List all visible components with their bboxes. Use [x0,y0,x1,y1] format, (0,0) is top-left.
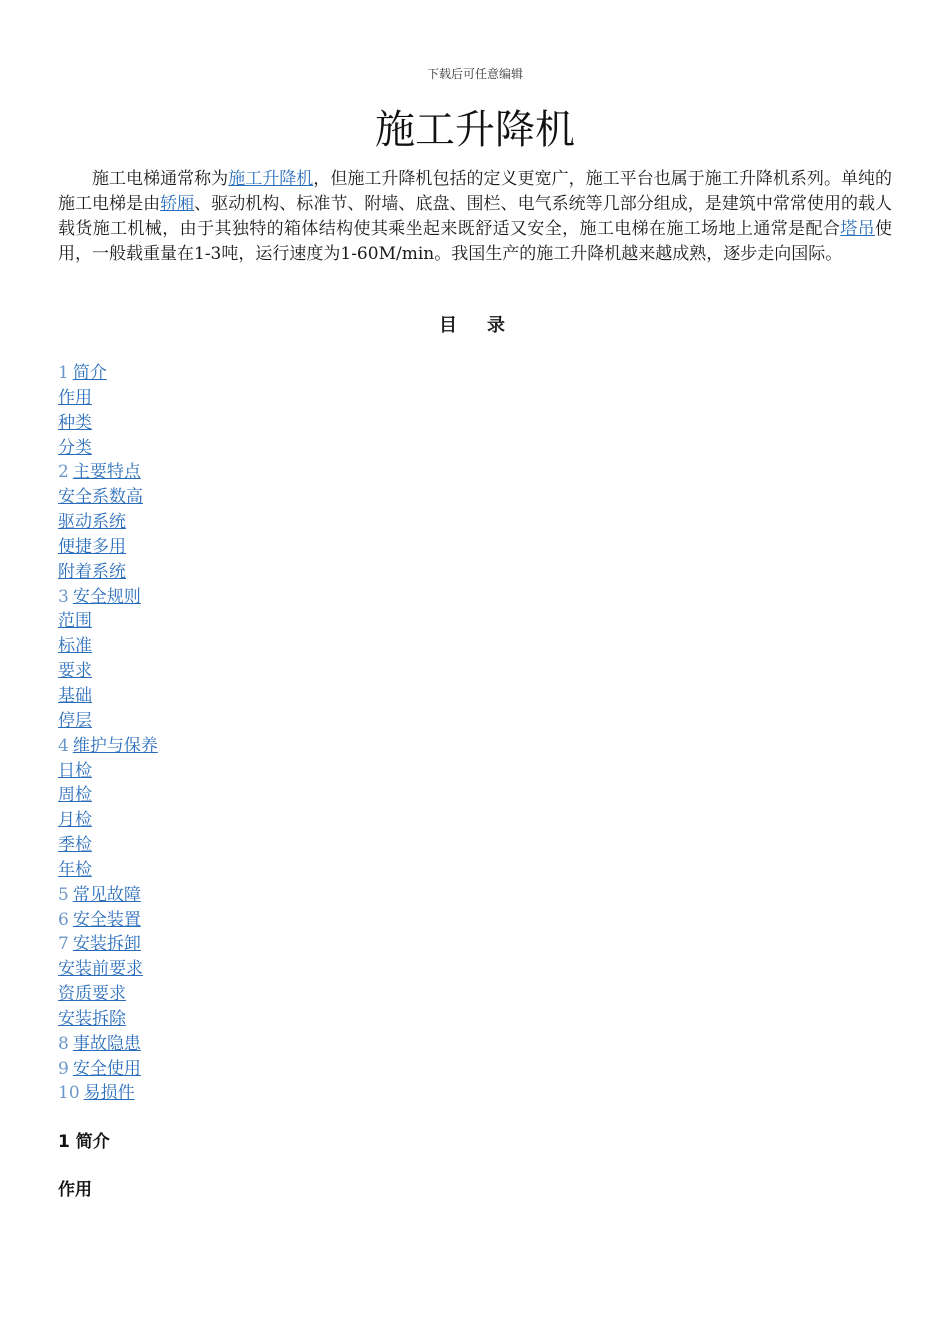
toc-link[interactable]: 安全使用 [72,1058,141,1079]
toc-link[interactable]: 安全装置 [72,909,141,930]
toc-item [58,634,158,659]
link-car-cabin[interactable]: 轿厢 [160,194,195,214]
toc-link[interactable]: 分类 [58,437,92,458]
toc-link[interactable]: 主要特点 [72,462,141,483]
toc-item [58,908,158,933]
toc-link[interactable]: 事故隐患 [72,1033,141,1054]
toc-item [58,1057,158,1082]
toc-number: 9 [58,1058,69,1079]
document-title: 施工升降机 [375,107,575,153]
toc-item [58,386,158,411]
toc-item [58,932,158,957]
header-note: 下载后可任意编辑 [426,67,523,81]
link-construction-elevator[interactable]: 施工升降机 [228,169,314,189]
toc-item [58,361,158,386]
toc-item [58,808,158,833]
subsection-heading-function: 作用 [58,1180,92,1200]
toc-item [58,436,158,461]
toc-item [58,585,158,610]
toc-link[interactable]: 种类 [58,412,92,433]
toc-link[interactable]: 常见故障 [72,884,141,905]
toc-link[interactable]: 安装拆卸 [72,934,141,955]
toc-link[interactable]: 基础 [58,685,92,706]
intro-text: 使用，一般载重量在1-3吨，运行速度为1-60M/min。我国生产的施工升降机越来越成熟，逐步走向国际。 [58,219,893,264]
toc-link[interactable]: 日检 [58,760,92,781]
toc-item [58,759,158,784]
toc-number: 4 [58,735,69,756]
toc-item [58,957,158,982]
table-of-contents [58,361,158,1106]
toc-heading: 目 录 [439,315,511,336]
toc-item [58,833,158,858]
toc-link[interactable]: 易损件 [83,1083,135,1104]
toc-link[interactable]: 安装拆除 [58,1008,126,1029]
toc-item [58,535,158,560]
toc-link[interactable]: 要求 [58,661,92,682]
toc-link[interactable]: 安全系数高 [58,487,143,508]
intro-text: ，但施工升降机包括的定义更宽广，施工平台也属于施工升降机系列。单纯的施工电梯是由 [58,169,893,214]
toc-number: 2 [58,462,69,483]
toc-link[interactable]: 范围 [58,611,92,632]
toc-link[interactable]: 安全规则 [72,586,141,607]
toc-number: 6 [58,909,69,930]
toc-link[interactable]: 安装前要求 [58,959,143,980]
toc-link[interactable]: 标准 [58,636,92,657]
toc-item [58,659,158,684]
toc-item [58,485,158,510]
toc-link[interactable]: 简介 [72,363,107,383]
toc-item [58,1081,158,1106]
toc-number: 7 [58,934,69,955]
toc-link[interactable]: 停层 [58,710,92,731]
link-tower-crane[interactable]: 塔吊 [840,219,876,239]
toc-item [58,1007,158,1032]
toc-item [58,609,158,634]
toc-link[interactable]: 作用 [58,387,92,408]
intro-paragraph [58,167,892,267]
toc-item [58,883,158,908]
toc-link[interactable]: 便捷多用 [58,536,126,557]
toc-item [58,560,158,585]
toc-item [58,684,158,709]
toc-link[interactable]: 季检 [58,835,92,856]
toc-number: 5 [58,884,69,905]
toc-link[interactable]: 周检 [58,785,92,806]
toc-item [58,1032,158,1057]
toc-number: 10 [58,1083,80,1104]
toc-number: 1 [58,363,69,383]
toc-link[interactable]: 驱动系统 [58,512,126,533]
intro-text: 施工电梯通常称为 [92,169,229,189]
toc-item [58,858,158,883]
intro-text: 、驱动机构、标准节、附墙、底盘、围栏、电气系统等几部分组成，是建筑中常常使用的载人载货施工机械，由于其独特的箱体结构使其乘坐起来既舒适又安全，施工电梯在施工场地上通常是配合 [58,194,893,239]
toc-link[interactable]: 年检 [58,859,92,880]
toc-link[interactable]: 维护与保养 [72,735,158,756]
toc-link[interactable]: 月检 [58,810,92,831]
toc-item [58,734,158,759]
toc-number: 3 [58,586,69,607]
toc-item [58,982,158,1007]
toc-item [58,411,158,436]
toc-item [58,460,158,485]
toc-item [58,709,158,734]
toc-link[interactable]: 资质要求 [58,984,126,1005]
toc-item [58,783,158,808]
toc-number: 8 [58,1033,69,1054]
section-heading-intro: 1 简介 [58,1132,110,1152]
toc-item [58,510,158,535]
toc-link[interactable]: 附着系统 [58,561,126,582]
